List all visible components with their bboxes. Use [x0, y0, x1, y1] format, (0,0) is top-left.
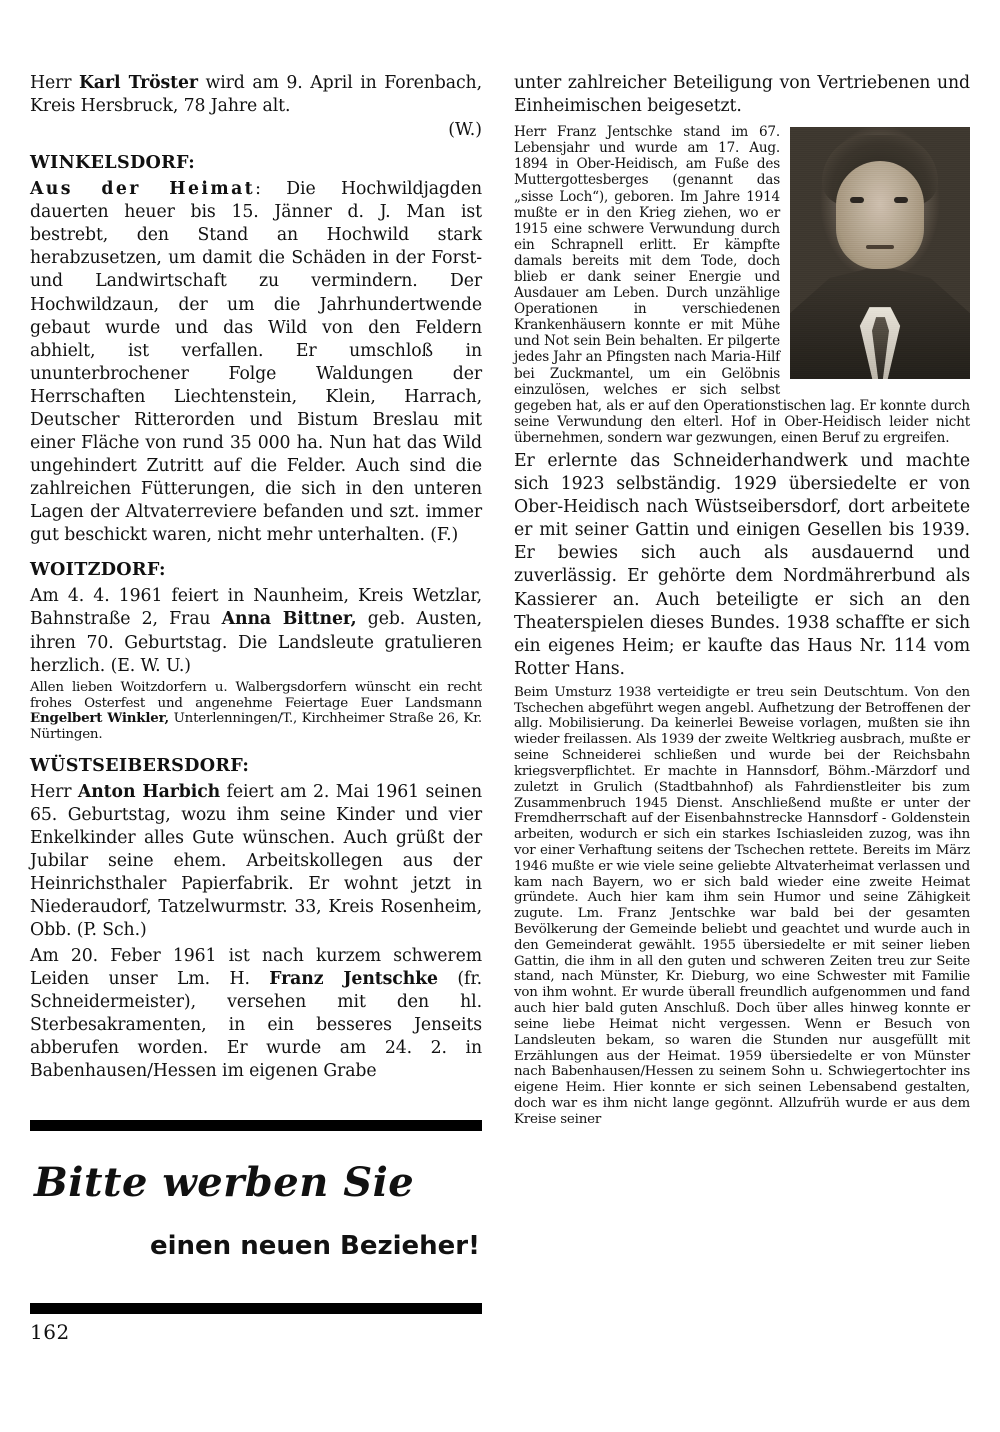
woitzdorf-text-pre: Am 4. 4. 1961 feiert in Naunheim, Kreis Wetzlar, Bahnstraße 2, Frau	[30, 586, 482, 630]
ad-rule-bottom	[30, 1303, 482, 1314]
wuestseibersdorf-p2-name: Franz Jentschke	[269, 968, 438, 989]
intro-signature: (W.)	[448, 120, 482, 141]
portrait-photo-franz-jentschke	[790, 127, 970, 379]
section-heading-winkelsdorf: WINKELSDORF:	[30, 152, 196, 174]
intro-rest: wird am 9. April in Forenbach, Kreis Hersbruck, 78 Jahre alt.	[30, 73, 482, 117]
wuestseibersdorf-paragraph-1	[30, 781, 482, 943]
ad-rule-top	[30, 1120, 482, 1131]
wuestseibersdorf-p1-post: feiert am 2. Mai 1961 seinen 65. Geburtstag, wozu ihm seine Kinder und vier Enkelkinder alles Gute wünschen. Auch grüßt der Jubilar seine ehem. Arbeitskollegen aus der Heinrichsthaler Papierfabrik. Er wohnt jetzt in Niederaudorf, Tatzelwurmstr. 33, Kreis Rosenheim, Obb. (P. Sch.)	[30, 781, 482, 941]
wuestseibersdorf-paragraph-2	[30, 945, 482, 1083]
winkelsdorf-text: : Die Hochwildjagden dauerten heuer bis 15. Jänner d. J. Man ist bestrebt, den Stand an Hochwild stark herabzusetzen, um damit die Schäden in der Forst- und Landwirtschaft zu vermindern. Der Hochwildzaun, der um die Jahrhundertwende gebaut wurde und das Wild von den Feldern abhielt, ist verfallen. Er umschloß in ununterbrochener Folge Waldungen der Herrschaften Liechtenstein, Klein, Harrach, Deutscher Ritterorden und Bistum Breslau mit einer Fläche von rund 35 000 ha. Nun hat das Wild ungehindert Zutritt auf die Felder. Auch sind die zahlreichen Fütterungen, die sich in den unteren Lagen der Altvaterreviere befanden und szt. immer gut beschickt waren, nicht mehr unterhalten. (F.)	[30, 179, 482, 546]
intro-person-name: Karl Tröster	[79, 73, 198, 93]
left-column	[30, 72, 482, 1085]
woitzdorf-text-post: geb. Austen, ihren 70. Geburtstag. Die Landsleute gratulieren herzlich. (E. W. U.)	[30, 609, 482, 676]
woitzdorf-greeting-pre: Allen lieben Woitzdorfern u. Walbergsdorfern wünscht ein recht frohes Osterfest und angenehme Feiertage Euer Landsmann	[30, 679, 482, 711]
wuestseibersdorf-p1-name: Anton Harbich	[77, 781, 221, 802]
page-number: 162	[30, 1320, 70, 1344]
portrait-grain-overlay	[790, 127, 970, 379]
woitzdorf-greeting-name: Engelbert Winkler,	[30, 710, 169, 727]
woitzdorf-greeting	[30, 680, 482, 743]
obituary-photo-block	[514, 124, 970, 446]
ad-headline: Bitte werben Sie	[34, 1159, 415, 1206]
obituary-biography-wrap-text: Herr Franz Jentschke stand im 67. Lebensjahr und wurde am 17. Aug. 1894 in Ober-Heidisch, am Fuße des Muttergottesberges (genannt das „sisse Loch“), geboren. Im Jahre 1914 mußte er in den Krieg ziehen, wo er 1915 eine schwere Verwundung durch ein Schrapnell erlitt. Er kämpfte damals bereits mit dem Tode, doch blieb er dank seiner Energie und Ausdauer am Leben. Durch unzählige Operationen in verschiedenen Krankenhäusern konnte er mit Mühe und Not sein Bein behalten. Er pilgerte jedes Jahr an Pfingsten nach Maria-Hilf bei Zuckmantel, um ein Gelöbnis einzulösen, welches er sich selbst gegeben hat, als er auf den Operationstischen lag. Er konnte durch seine Verwundung den elterl. Hof in Ober-Heidisch leider nicht übernehmen, sondern war gezwungen, einen Beruf zu ergreifen.	[514, 124, 970, 446]
continuation-paragraph: unter zahlreicher Beteiligung von Vertriebenen und Einheimischen beigesetzt.	[514, 73, 970, 117]
section-heading-woitzdorf: WOITZDORF:	[30, 559, 166, 581]
woitzdorf-person-name: Anna Bittner,	[221, 609, 357, 630]
right-column	[514, 72, 970, 1130]
section-heading-wuestseibersdorf: WÜSTSEIBERSDORF:	[30, 754, 250, 776]
ad-subheadline: einen neuen Bezieher!	[149, 1231, 480, 1261]
lead-label-aus-der-heimat: Aus der Heimat	[30, 179, 256, 200]
section-body-winkelsdorf	[30, 178, 482, 547]
obituary-paragraph-small: Beim Umsturz 1938 verteidigte er treu sein Deutschtum. Von den Tschechen abgeführt wegen angebl. Aufhetzung der Betroffenen der allg. Mobilisierung. Da keinerlei Beweise vorlagen, mußten sie ihn wieder freilassen. Als 1939 der zweite Weltkrieg ausbrach, mußte er seine Schneiderei schließen und wurde bei der Reichsbahn kriegsverpflichtet. Er machte in Hannsdorf, Böhm.-Märzdorf und zuletzt in Grulich (Stadtbahnhof) als Fahrdienstleiter bis zum Zusammenbruch 1945 Dienst. Anschließend mußte er unter der Fremdherrschaft auf der Eisenbahnstrecke Hannsdorf - Goldenstein arbeiten, wodurch er sich ein starkes Ischiasleiden zuzog, was ihn vor einer Verhaftung seitens der Tschechen rettete. Bereits im März 1946 mußte er wie viele seine geliebte Altvaterheimat verlassen und kam nach Bayern, wo er sich bald wieder eine zweite Heimat gründete. Auch hier kam ihm sein Humor und seine Zähigkeit zugute. Lm. Franz Jentschke war bald bei der gesamten Bevölkerung der Gemeinde beliebt und geachtet und wurde auch in den Gemeinderat gewählt. 1955 übersiedelte er mit seiner lieben Gattin, die ihm in all den guten und schweren Zeiten treu zur Seite stand, nach Münster, Kr. Dieburg, wo eine Schwester mit Familie von ihm wohnt. Er wurde überall freundlich aufgenommen und fand auch hier bald guten Anschluß. Doch über alles hinweg konnte er seine liebe Heimat nicht vergessen. Wenn er Besuch von Landsleuten bekam, so waren die Stunden nur ausgefüllt mit Erzählungen aus der Heimat. 1959 übersiedelte er von Münster nach Babenhausen/Hessen zu seinem Sohn u. Schwiegertochter ins eigene Heim. Hier konnte er sich seinen Lebensabend gestalten, doch war es ihm nicht lange gegönnt. Allzufrüh wurde er aus dem Kreise seiner	[514, 684, 970, 1127]
intro-paragraph	[30, 72, 482, 118]
section-body-woitzdorf	[30, 585, 482, 677]
wuestseibersdorf-p1-pre: Herr	[30, 781, 78, 802]
wuestseibersdorf-p2-post: (fr. Schneidermeister), versehen mit den hl. Sterbesakramenten, in ein besseres Jenseits abberufen worden. Er wurde am 24. 2. in Babenhausen/Hessen im eigenen Grabe	[30, 968, 482, 1081]
ad-inner	[30, 1131, 482, 1303]
obituary-paragraph-large: Er erlernte das Schneiderhandwerk und machte sich 1923 selbständig. 1929 übersiedelte er von Ober-Heidisch nach Wüstseibersdorf, dort arbeitete er mit seiner Gattin und einigen Gesellen bis 1939. Er bewies sich auch als ausdauernd und zuverlässig. Er gehörte dem Nordmährerbund als Kassierer an. Auch beteiligte er sich an den Theaterspielen dieses Bundes. 1938 schaffte er sich ein eigenes Heim; er kaufte das Haus Nr. 114 vom Rotter Hans.	[514, 451, 970, 679]
wuestseibersdorf-p2-pre: Am 20. Feber 1961 ist nach kurzem schwerem Leiden unser Lm. H.	[30, 945, 482, 989]
advertisement-block	[30, 1120, 482, 1314]
intro-prefix: Herr	[30, 73, 79, 93]
woitzdorf-greeting-post: Unterlenningen/T., Kirchheimer Straße 26, Kr. Nürtingen.	[30, 711, 482, 743]
